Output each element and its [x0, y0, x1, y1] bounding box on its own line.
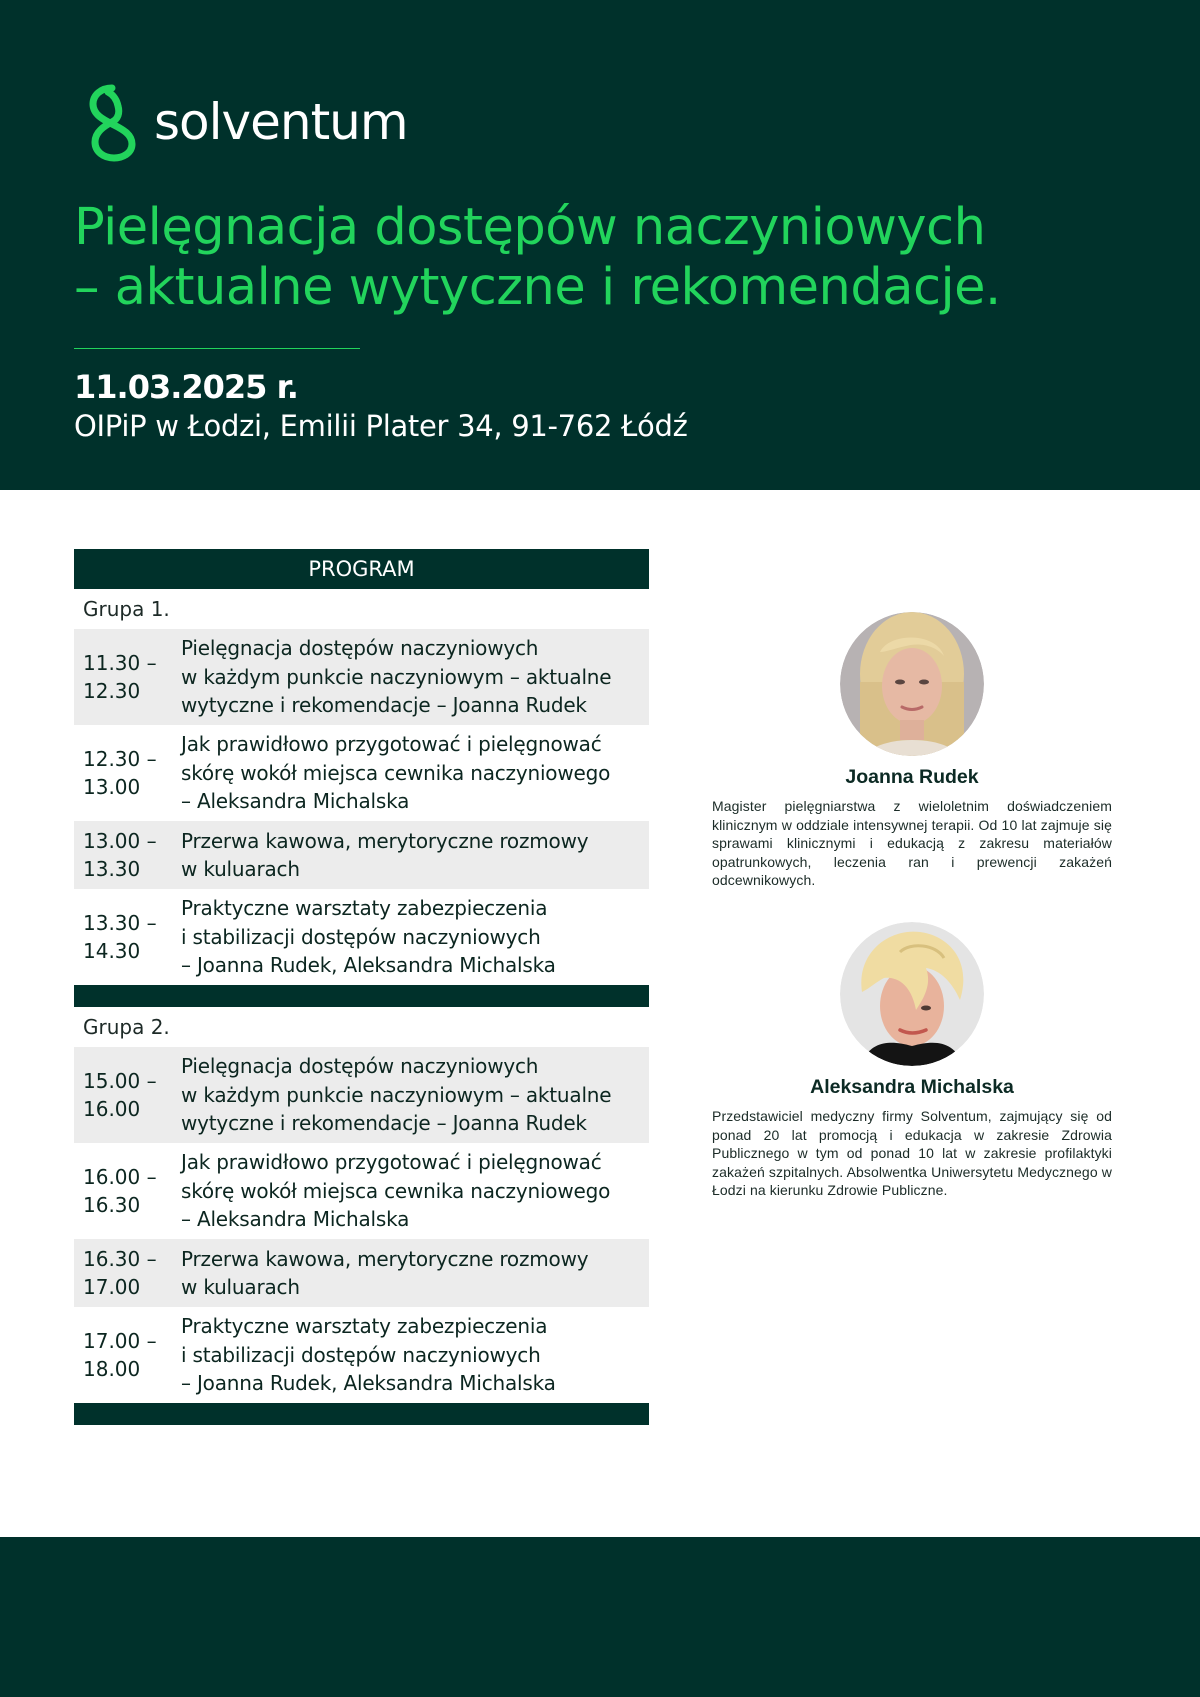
row-description	[181, 1245, 588, 1302]
brand-logo	[84, 82, 408, 162]
desc-line: – Joanna Rudek, Aleksandra Michalska	[181, 953, 556, 978]
desc-line: i stabilizacji dostępów naczyniowych	[181, 924, 541, 949]
speaker-bio: Magister pielęgniarstwa z wieloletnim doświadczeniem klinicznym w oddziale intensywnej terapii. Od 10 lat zajmuje się sprawami klinicznymi i edukacją z zakresu materiałów opatrunkowych, leczenia ran i prewencji zakażeń odcewnikowych.	[712, 798, 1112, 888]
program-row	[74, 889, 649, 985]
desc-line: Przerwa kawowa, merytoryczne rozmowy	[181, 1246, 589, 1271]
desc-line: Pielęgnacja dostępów naczyniowych	[181, 636, 539, 661]
program-row	[74, 629, 649, 725]
program-row	[74, 1143, 649, 1239]
desc-line: w kuluarach	[181, 1275, 300, 1299]
row-time	[74, 1067, 181, 1123]
time-start: 16.00 –	[83, 1165, 157, 1189]
time-start: 17.00 –	[83, 1329, 157, 1353]
time-start: 11.30 –	[83, 651, 157, 675]
group-title: Grupa 1.	[83, 597, 170, 621]
time-start: 15.00 –	[83, 1069, 157, 1093]
desc-line: Praktyczne warsztaty zabezpieczenia	[181, 896, 548, 921]
time-end: 14.30	[83, 939, 141, 963]
program-table	[74, 549, 649, 1425]
desc-line: Praktyczne warsztaty zabezpieczenia	[181, 1314, 548, 1339]
desc-line: Jak prawidłowo przygotować i pielęgnować	[181, 732, 602, 757]
desc-line: w każdym punkcie naczyniowym – aktualne	[181, 664, 612, 689]
title-divider	[74, 348, 360, 349]
time-start: 16.30 –	[83, 1247, 157, 1271]
program-row	[74, 1307, 649, 1403]
footer-band	[0, 1537, 1200, 1697]
desc-line: wytyczne i rekomendacje – Joanna Rudek	[181, 1111, 587, 1136]
solventum-logo-icon	[84, 82, 140, 162]
speaker-bio: Przedstawiciel medyczny firmy Solventum, zajmujący się od ponad 20 lat promocją i edukacja w zakresie Zdrowia Publicznego w tym od ponad 10 lat w zakresie profilaktyki zakażeń szpitalnych. Absolwentka Uniwersytetu Medycznego w Łodzi na kierunku Zdrowie Publiczne.	[712, 1108, 1112, 1198]
speaker-photo-avatar	[840, 612, 984, 756]
time-end: 13.30	[83, 857, 141, 881]
event-title	[74, 198, 1124, 318]
speaker-name: Joanna Rudek	[845, 766, 979, 788]
desc-line: w kuluarach	[181, 857, 300, 881]
row-description	[181, 1312, 556, 1398]
desc-line: Przerwa kawowa, merytoryczne rozmowy	[181, 828, 589, 853]
time-start: 13.00 –	[83, 829, 157, 853]
row-time	[74, 909, 181, 965]
event-title-line: Pielęgnacja dostępów naczyniowych	[74, 198, 986, 257]
time-end: 13.00	[83, 775, 141, 799]
time-end: 17.00	[83, 1275, 141, 1299]
row-description	[181, 894, 556, 980]
time-end: 18.00	[83, 1357, 141, 1381]
speaker-name: Aleksandra Michalska	[810, 1076, 1014, 1098]
desc-line: Jak prawidłowo przygotować i pielęgnować	[181, 1150, 602, 1175]
program-row	[74, 1239, 649, 1307]
time-start: 13.30 –	[83, 911, 157, 935]
speaker-photo-avatar	[840, 922, 984, 1066]
desc-line: skórę wokół miejsca cewnika naczyniowego	[181, 760, 611, 785]
program-row	[74, 725, 649, 821]
desc-line: Pielęgnacja dostępów naczyniowych	[181, 1054, 539, 1079]
row-description	[181, 634, 611, 720]
event-title-line: – aktualne wytyczne i rekomendacje.	[74, 258, 1001, 317]
desc-line: w każdym punkcie naczyniowym – aktualne	[181, 1082, 612, 1107]
row-description	[181, 1052, 611, 1138]
desc-line: i stabilizacji dostępów naczyniowych	[181, 1342, 541, 1367]
row-description	[181, 827, 588, 884]
event-venue: OIPiP w Łodzi, Emilii Plater 34, 91-762 Łódź	[74, 409, 688, 443]
desc-line: skórę wokół miejsca cewnika naczyniowego	[181, 1178, 611, 1203]
program-row	[74, 821, 649, 889]
row-time	[74, 1327, 181, 1383]
program-row	[74, 1047, 649, 1143]
row-time	[74, 745, 181, 801]
desc-line: wytyczne i rekomendacje – Joanna Rudek	[181, 693, 587, 718]
speaker-card	[712, 922, 1112, 1200]
program-heading: PROGRAM	[74, 549, 649, 589]
time-end: 12.30	[83, 679, 141, 703]
row-time	[74, 827, 181, 883]
header-banner	[0, 0, 1200, 490]
time-end: 16.00	[83, 1097, 141, 1121]
row-description	[181, 1148, 610, 1234]
speaker-card	[712, 612, 1112, 890]
row-description	[181, 730, 610, 816]
row-time	[74, 649, 181, 705]
group-separator	[74, 985, 649, 1007]
row-time	[74, 1245, 181, 1301]
desc-line: – Aleksandra Michalska	[181, 789, 410, 814]
event-date: 11.03.2025 r.	[74, 368, 298, 406]
desc-line: – Joanna Rudek, Aleksandra Michalska	[181, 1371, 556, 1396]
row-time	[74, 1163, 181, 1219]
group-separator	[74, 1403, 649, 1425]
time-end: 16.30	[83, 1193, 141, 1217]
time-start: 12.30 –	[83, 747, 157, 771]
desc-line: – Aleksandra Michalska	[181, 1207, 410, 1232]
group-title: Grupa 2.	[83, 1015, 170, 1039]
brand-name: solventum	[154, 93, 408, 151]
